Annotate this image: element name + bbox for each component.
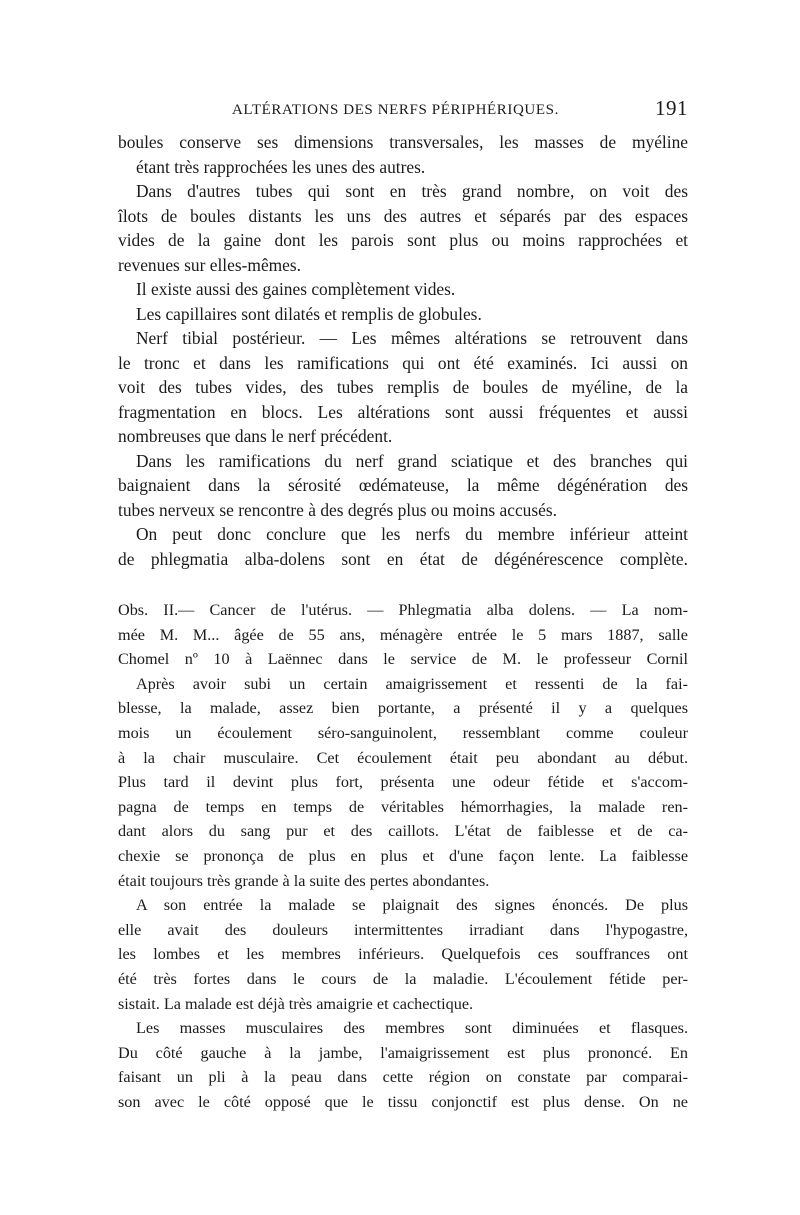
nerve-alterations-text: [118, 130, 688, 571]
text-line: vides de la gaine dont les parois sont plus ou moins rapprochées et: [118, 230, 688, 250]
text-line: Du côté gauche à la jambe, l'amaigrissement est plus prononcé. En: [118, 1043, 688, 1062]
text-line: revenues sur elles-mêmes.: [118, 254, 302, 275]
text-line: baignaient dans la sérosité œdémateuse, la même dégénération des: [118, 475, 688, 495]
text-line: Obs. II.— Cancer de l'utérus. — Phlegmatia alba dolens. — La nom-: [118, 601, 688, 619]
text-line: Plus tard il devint plus fort, présenta une odeur fétide et s'accom-: [118, 773, 688, 792]
text-line: îlots de boules distants les uns des autres et séparés par des espaces: [118, 205, 688, 226]
text-line: mois un écoulement séro-sanguinolent, ressemblant comme couleur: [118, 723, 688, 742]
text-line: son avec le côté opposé que le tissu conjonctif est plus dense. On ne: [118, 1092, 688, 1111]
text-line: étant très rapprochées les unes des autres.: [136, 156, 426, 177]
text-line: Il existe aussi des gaines complètement vides.: [136, 279, 456, 299]
text-line: Après avoir subi un certain amaigrissement et ressenti de la fai-: [136, 674, 688, 693]
observation-ii-text: [118, 598, 688, 1114]
text-line: nombreuses que dans le nerf précédent.: [118, 426, 393, 446]
text-line: Dans d'autres tubes qui sont en très grand nombre, on voit des: [136, 181, 688, 201]
text-line: elle avait des douleurs intermittentes irradiant dans l'hypogastre,: [118, 920, 688, 939]
text-line: faisant un pli à la peau dans cette région on constate par comparai-: [118, 1068, 688, 1087]
text-line: pagna de temps en temps de véritables hémorrhagies, la malade ren-: [118, 797, 688, 816]
text-line: tubes nerveux se rencontre à des degrés plus ou moins accusés.: [118, 499, 557, 520]
text-line: Les masses musculaires des membres sont diminuées et flasques.: [136, 1019, 688, 1038]
text-line: Dans les ramifications du nerf grand sciatique et des branches qui: [136, 450, 688, 471]
text-line: A son entrée la malade se plaignait des signes énoncés. De plus: [136, 896, 688, 915]
page-number: 191: [655, 96, 688, 120]
text-line: Chomel nº 10 à Laënnec dans le service de M. le professeur Cornil: [118, 650, 688, 669]
text-line: mée M. M... âgée de 55 ans, ménagère entrée le 5 mars 1887, salle: [118, 625, 688, 644]
text-line: fragmentation en blocs. Les altérations sont aussi fréquentes et aussi: [118, 401, 688, 422]
text-line: Les capillaires sont dilatés et remplis de globules.: [136, 303, 482, 324]
text-line: blesse, la malade, assez bien portante, a présenté il y a quelques: [118, 699, 688, 718]
text-line: était toujours très grande à la suite des pertes abondantes.: [118, 871, 490, 890]
text-line: boules conserve ses dimensions transversales, les masses de myéline: [118, 132, 688, 152]
text-line: le tronc et dans les ramifications qui ont été examinés. Ici aussi on: [118, 352, 688, 373]
text-line: chexie se prononça de plus en plus et d'une façon lente. La faiblesse: [118, 846, 688, 865]
text-line: de phlegmatia alba-dolens sont en état de dégénérescence complète.: [118, 548, 688, 569]
running-title: ALTÉRATIONS DES NERFS PÉRIPHÉRIQUES.: [232, 102, 559, 118]
text-line: les lombes et les membres inférieurs. Quelquefois ces souffrances ont: [118, 945, 688, 964]
text-line: été très fortes dans le cours de la maladie. L'écoulement fétide per-: [118, 969, 688, 988]
text-line: à la chair musculaire. Cet écoulement était peu abondant au début.: [118, 748, 688, 767]
text-line: dant alors du sang pur et des caillots. L'état de faiblesse et de ca-: [118, 822, 688, 841]
text-line: sistait. La malade est déjà très amaigrie et cachectique.: [118, 994, 474, 1013]
text-line: On peut donc conclure que les nerfs du membre inférieur atteint: [136, 524, 688, 544]
text-line: Nerf tibial postérieur. — Les mêmes altérations se retrouvent dans: [136, 328, 688, 348]
page-header: [118, 96, 688, 122]
text-line: voit des tubes vides, des tubes remplis de boules de myéline, de la: [118, 377, 688, 397]
